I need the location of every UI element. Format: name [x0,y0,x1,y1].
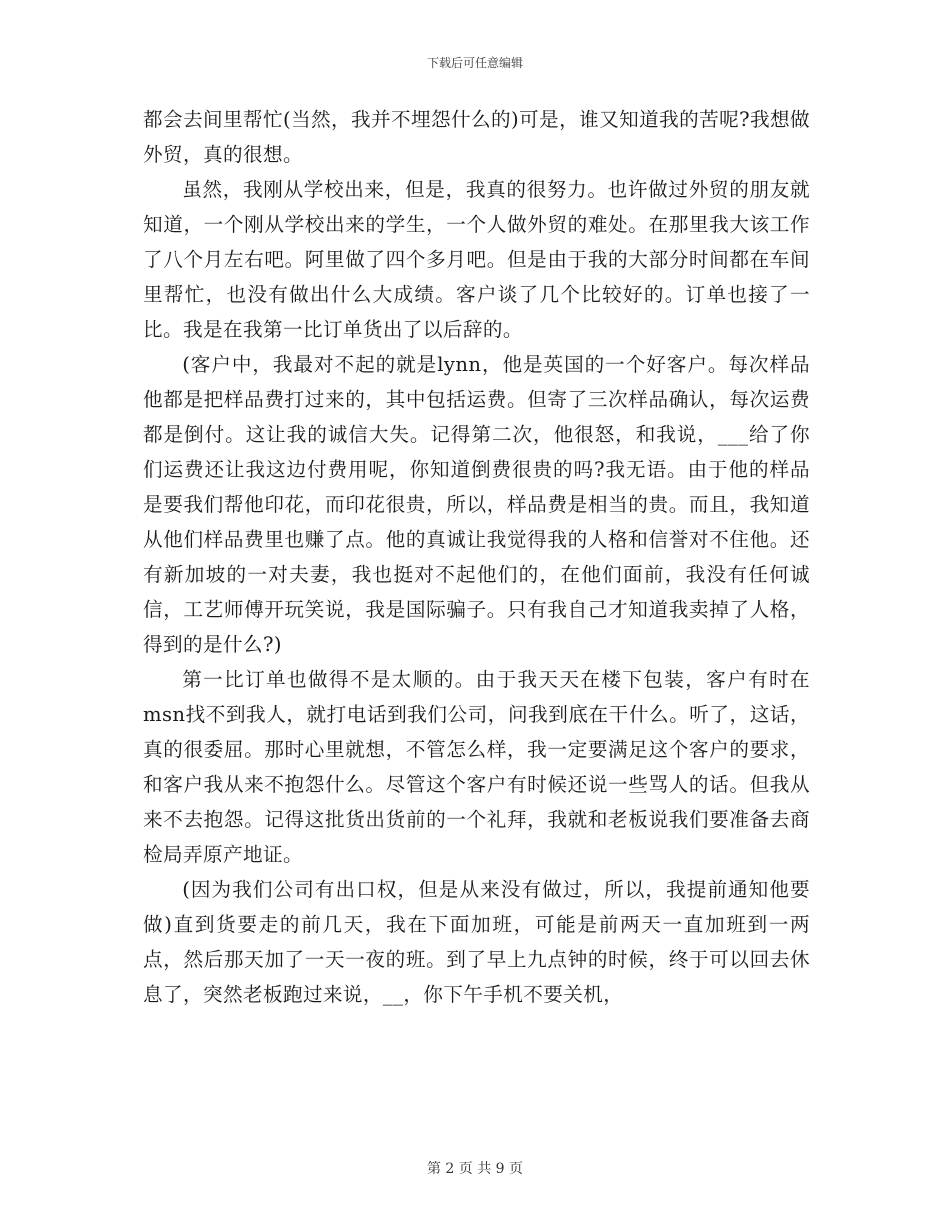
page-header: 下载后可任意编辑 [426,56,523,70]
paragraph-3: (客户中，我最对不起的就是lynn，他是英国的一个好客户。每次样品他都是把样品费打过来的，其中包括运费。但寄了三次样品确认，每次运费都是倒付。这让我的诚信大失。记得第二次，他很怒，和我说，___给了你们运费还让我这边付费用呢，你知道倒费很贵的吗?我无语。由于他的样品是要我们帮他印花，而印花很贵，所以，样品费是相当的贵。而且，我知道从他们样品费里也赚了点。他的真诚让我觉得我的人格和信誉对不住他。还有新加坡的一对夫妻，我也挺对不起他们的，在他们面前，我没有任何诚信，工艺师傅开玩笑说，我是国际骗子。只有我自己才知道我卖掉了人格，得到的是什么?) [143,353,810,656]
paragraph-1: 都会去间里帮忙(当然，我并不埋怨什么的)可是，谁又知道我的苦呢?我想做外贸，真的很想。 [143,108,810,166]
document-body [143,102,810,1012]
paragraph-2: 虽然，我刚从学校出来，但是，我真的很努力。也许做过外贸的朋友就知道，一个刚从学校出来的学生，一个人做外贸的难处。在那里我大该工作了八个月左右吧。阿里做了四个多月吧。但是由于我的大部分时间都在车间里帮忙，也没有做出什么大成绩。客户谈了几个比较好的。订单也接了一比。我是在我第一比订单货出了以后辞的。 [143,178,810,341]
paragraph-5: (因为我们公司有出口权，但是从来没有做过，所以，我提前通知他要做)直到货要走的前几天，我在下面加班，可能是前两天一直加班到一两点，然后那天加了一天一夜的班。到了早上九点钟的时候，终于可以回去休息了，突然老板跑过来说，__，你下午手机不要关机， [143,878,810,1006]
paragraph-4: 第一比订单也做得不是太顺的。由于我天天在楼下包装，客户有时在msn找不到我人，就打电话到我们公司，问我到底在干什么。听了，这话，真的很委屈。那时心里就想，不管怎么样，我一定要满足这个客户的要求，和客户我从来不抱怨什么。尽管这个客户有时候还说一些骂人的话。但我从来不去抱怨。记得这批货出货前的一个礼拜，我就和老板说我们要准备去商检局弄原产地证。 [143,668,810,866]
page-footer: 第 2 页 共 9 页 [426,1161,524,1177]
